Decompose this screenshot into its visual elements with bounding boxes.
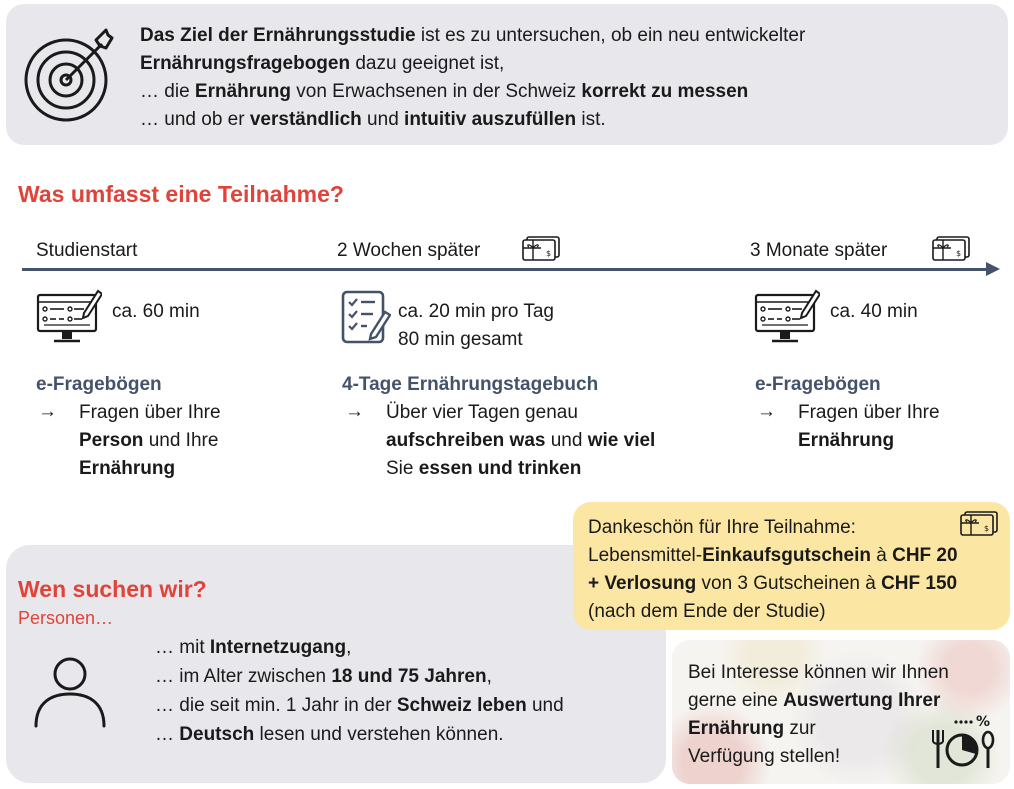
text-segment: (nach dem Ende der Studie) bbox=[588, 601, 826, 622]
emphasis-text: Schweiz leben bbox=[396, 695, 527, 716]
computer-survey-icon bbox=[36, 287, 102, 345]
text-line bbox=[588, 570, 998, 598]
text-line bbox=[140, 22, 1000, 50]
eligibility-heading: Wen suchen wir? bbox=[18, 576, 207, 602]
text-line bbox=[79, 455, 299, 483]
text-line bbox=[386, 399, 706, 427]
emphasis-text: Ernährungsfragebogen bbox=[140, 53, 351, 74]
checklist-icon bbox=[341, 290, 391, 346]
activity-description-3-months bbox=[798, 399, 998, 455]
text-line bbox=[155, 662, 655, 691]
text-segment: Dankeschön für Ihre Teilnahme: bbox=[588, 517, 856, 538]
text-segment: Bei Interesse können wir Ihnen bbox=[688, 662, 949, 683]
activity-title-3-months: e-Fragebögen bbox=[755, 374, 881, 395]
arrow-right-icon: → bbox=[345, 401, 364, 422]
text-segment: von 3 Gutscheinen à bbox=[696, 573, 882, 594]
text-segment: und bbox=[526, 695, 564, 716]
text-line bbox=[798, 427, 998, 455]
text-segment: Fragen über Ihre bbox=[798, 402, 940, 423]
activity-title-start: e-Fragebögen bbox=[36, 374, 162, 395]
voucher-icon bbox=[931, 235, 971, 261]
text-line bbox=[688, 659, 988, 687]
stage-label-2-weeks: 2 Wochen später bbox=[337, 240, 481, 261]
stage-label-start: Studienstart bbox=[36, 240, 138, 261]
text-segment: ist es zu untersuchen, ob ein neu entwickelter bbox=[415, 25, 806, 46]
duration-2-weeks bbox=[398, 298, 554, 354]
timeline-arrowhead bbox=[986, 262, 1000, 276]
text-segment: und bbox=[545, 430, 588, 451]
emphasis-text: CHF 150 bbox=[881, 573, 958, 594]
activity-description-2-weeks bbox=[386, 399, 706, 483]
text-segment: … die bbox=[140, 81, 195, 102]
text-segment: gerne eine bbox=[688, 690, 784, 711]
text-line bbox=[386, 455, 706, 483]
text-line bbox=[140, 50, 1000, 78]
emphasis-text: Einkaufsgutschein bbox=[702, 545, 871, 566]
emphasis-text: 18 und 75 Jahren bbox=[331, 666, 487, 687]
emphasis-text: aufschreiben was bbox=[386, 430, 546, 451]
text-line bbox=[155, 633, 655, 662]
text-line bbox=[79, 427, 299, 455]
duration-3-months bbox=[830, 298, 918, 326]
target-icon bbox=[22, 26, 122, 126]
emphasis-text: CHF 20 bbox=[892, 545, 958, 566]
emphasis-text: Internetzugang bbox=[209, 637, 347, 658]
stage-label-3-months: 3 Monate später bbox=[750, 240, 888, 261]
voucher-icon bbox=[521, 235, 561, 261]
text-segment: lesen und verstehen können. bbox=[254, 724, 504, 745]
svg-text:$: $ bbox=[956, 249, 962, 258]
text-segment: … bbox=[155, 724, 180, 745]
text-segment: , bbox=[346, 637, 352, 658]
emphasis-text: wie viel bbox=[587, 430, 656, 451]
text-segment: Lebensmittel- bbox=[588, 545, 703, 566]
text-segment: … im Alter zwischen bbox=[155, 666, 332, 687]
text-segment: ist. bbox=[576, 109, 606, 130]
emphasis-text: Ernährung bbox=[194, 81, 291, 102]
text-segment: von Erwachsenen in der Schweiz bbox=[290, 81, 582, 102]
computer-survey-icon bbox=[754, 287, 820, 345]
study-goal-text bbox=[140, 22, 1000, 134]
participation-heading: Was umfasst eine Teilnahme? bbox=[18, 181, 344, 207]
emphasis-text: Person bbox=[79, 430, 144, 451]
duration-line: ca. 40 min bbox=[830, 301, 918, 322]
text-segment: … und ob er bbox=[140, 109, 250, 130]
text-line bbox=[155, 720, 655, 749]
text-segment: und bbox=[361, 109, 405, 130]
text-line bbox=[386, 427, 706, 455]
emphasis-text: Ernährung bbox=[688, 718, 785, 739]
text-segment: und Ihre bbox=[143, 430, 219, 451]
emphasis-text: Das Ziel der Ernährungsstudie bbox=[140, 25, 416, 46]
emphasis-text: verständlich bbox=[249, 109, 362, 130]
text-segment: , bbox=[486, 666, 492, 687]
text-segment: Fragen über Ihre bbox=[79, 402, 221, 423]
duration-line: 80 min gesamt bbox=[398, 329, 523, 350]
arrow-right-icon: → bbox=[38, 401, 57, 422]
timeline-line bbox=[22, 268, 990, 271]
duration-line: ca. 20 min pro Tag bbox=[398, 301, 554, 322]
person-icon bbox=[30, 652, 110, 732]
activity-description-start bbox=[79, 399, 299, 483]
emphasis-text: Ernährung bbox=[79, 458, 176, 479]
duration-start bbox=[112, 298, 200, 326]
text-line bbox=[588, 598, 998, 626]
activity-title-2-weeks: 4-Tage Ernährungstagebuch bbox=[342, 374, 599, 395]
text-line bbox=[140, 106, 1000, 134]
text-line bbox=[79, 399, 299, 427]
percent-label: % bbox=[976, 714, 991, 730]
emphasis-text: Deutsch bbox=[179, 724, 255, 745]
text-segment: … mit bbox=[155, 637, 210, 658]
voucher-icon bbox=[959, 510, 999, 536]
arrow-right-icon: → bbox=[757, 401, 776, 422]
emphasis-text: Ernährung bbox=[798, 430, 895, 451]
emphasis-text: + Verlosung bbox=[588, 573, 697, 594]
emphasis-text: korrekt zu messen bbox=[581, 81, 749, 102]
text-segment: … die seit min. 1 Jahr in der bbox=[155, 695, 397, 716]
svg-text:$: $ bbox=[984, 524, 990, 533]
food-analysis-icon bbox=[930, 710, 996, 772]
text-line bbox=[588, 542, 998, 570]
text-segment: Sie bbox=[386, 458, 419, 479]
text-line bbox=[140, 78, 1000, 106]
text-segment: à bbox=[870, 545, 893, 566]
emphasis-text: intuitiv auszufüllen bbox=[404, 109, 577, 130]
duration-line: ca. 60 min bbox=[112, 301, 200, 322]
eligibility-criteria-list bbox=[155, 633, 655, 749]
text-segment: Verfügung stellen! bbox=[688, 746, 841, 767]
text-line bbox=[798, 399, 998, 427]
text-segment: zur bbox=[784, 718, 816, 739]
eligibility-subtitle: Personen… bbox=[18, 608, 114, 628]
text-line bbox=[155, 691, 655, 720]
svg-text:$: $ bbox=[546, 249, 552, 258]
emphasis-text: essen und trinken bbox=[418, 458, 582, 479]
text-segment: Über vier Tagen genau bbox=[386, 402, 578, 423]
thank-you-text bbox=[588, 514, 998, 626]
emphasis-text: Auswertung Ihrer bbox=[783, 690, 941, 711]
text-segment: dazu geeignet ist, bbox=[350, 53, 505, 74]
text-line bbox=[588, 514, 998, 542]
